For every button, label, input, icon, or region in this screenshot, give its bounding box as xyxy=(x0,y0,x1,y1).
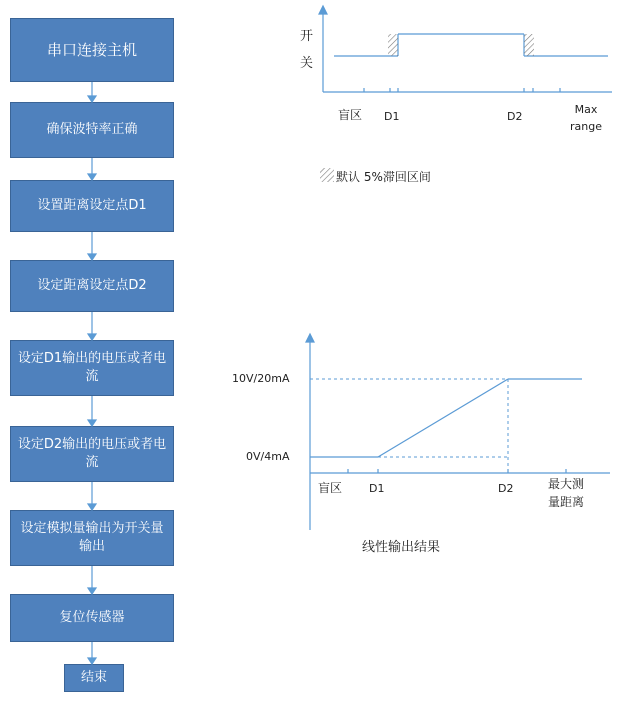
switch-x-label-max: Max xyxy=(574,103,598,116)
linear-x-label-max-2: 量距离 xyxy=(548,495,585,509)
linear-x-label-d2: D2 xyxy=(498,482,514,495)
linear-x-label-blind: 盲区 xyxy=(318,481,343,495)
linear-x-label-max-1: 最大测 xyxy=(548,477,585,491)
switch-x-label-blind: 盲区 xyxy=(338,108,363,122)
linear-chart-caption: 线性输出结果 xyxy=(362,540,441,555)
linear-ramp xyxy=(378,379,508,457)
switch-y-label-on: 开 xyxy=(300,29,314,44)
switch-y-label-off: 关 xyxy=(300,56,314,71)
flow-step-end: 结束 xyxy=(64,664,124,692)
flow-step-baud-rate: 确保波特率正确 xyxy=(10,102,174,158)
switch-y-arrow xyxy=(319,6,327,14)
linear-y-label-high: 10V/20mA xyxy=(232,372,290,385)
flow-step-connect-host: 串口连接主机 xyxy=(10,18,174,82)
switch-x-label-d2: D2 xyxy=(507,110,523,123)
linear-guides xyxy=(310,379,508,473)
linear-x-label-d1: D1 xyxy=(369,482,385,495)
linear-y-arrow xyxy=(306,334,314,342)
switch-x-label-d1: D1 xyxy=(384,110,400,123)
hysteresis-d2-area xyxy=(524,34,534,56)
linear-y-label-low: 0V/4mA xyxy=(246,450,290,463)
flow-step-d2-output: 设定D2输出的电压或者电流 xyxy=(10,426,174,482)
hysteresis-legend-text: 默认 5%滞回区间 xyxy=(336,170,431,184)
switch-chart xyxy=(319,6,612,92)
legend-hatch-swatch xyxy=(320,168,334,182)
hysteresis-d1-area xyxy=(388,34,398,56)
flow-connectors xyxy=(88,82,96,664)
flow-step-set-d1: 设置距离设定点D1 xyxy=(10,180,174,232)
flow-step-switch-output: 设定模拟量输出为开关量输出 xyxy=(10,510,174,566)
flow-step-reset-sensor: 复位传感器 xyxy=(10,594,174,642)
flow-step-set-d2: 设定距离设定点D2 xyxy=(10,260,174,312)
flow-step-d1-output: 设定D1输出的电压或者电流 xyxy=(10,340,174,396)
switch-x-label-range: range xyxy=(570,120,602,133)
